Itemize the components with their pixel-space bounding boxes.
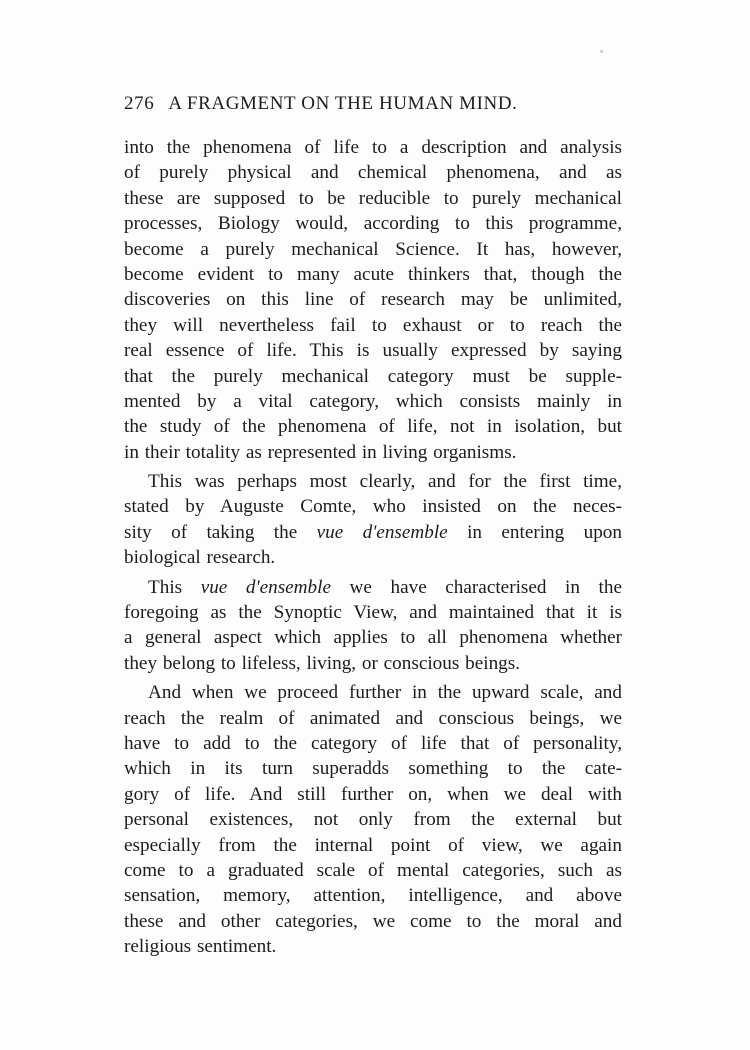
text-line: [124, 389, 622, 414]
text-run: we have characterised in the: [330, 576, 622, 598]
paragraph: [124, 680, 622, 959]
text-run: sity of taking the: [124, 521, 317, 543]
text-run: they belong to lifeless, living, or conscious beings.: [124, 652, 521, 674]
text-run: the study of the phenomena of life, not in isolation, but: [124, 416, 622, 438]
text-line: [124, 731, 622, 756]
text-line: [124, 858, 622, 883]
text-run: especially from the internal point of view, we again: [124, 834, 622, 856]
text-line: [124, 469, 622, 494]
text-run: which in its turn superadds something to the cate-: [124, 758, 622, 780]
text-run: have to add to the category of life that of personality,: [124, 732, 622, 754]
text-run: gory of life. And still further on, when we deal with: [124, 783, 622, 805]
text-line: [124, 338, 622, 363]
text-run: foregoing as the Synoptic View, and maintained that it is: [124, 602, 622, 624]
text-line: [124, 520, 622, 545]
text-line: [124, 414, 622, 439]
text-run: mented by a vital category, which consists mainly in: [124, 390, 622, 412]
text-run: reach the realm of animated and conscious beings, we: [124, 707, 622, 729]
italic-phrase: vue d'ensemble: [316, 521, 448, 543]
italic-phrase: vue d'ensemble: [200, 576, 331, 598]
text-line: [124, 934, 622, 959]
text-run: become a purely mechanical Science. It has, however,: [124, 238, 622, 260]
text-run: personal existences, not only from the external but: [124, 809, 622, 831]
text-run: processes, Biology would, according to this programme,: [124, 213, 622, 235]
running-title: A FRAGMENT ON THE HUMAN MIND.: [168, 93, 518, 114]
text-run: become evident to many acute thinkers that, though the: [124, 263, 622, 285]
text-line: [124, 575, 622, 600]
text-line: [124, 237, 622, 262]
text-run: And when we proceed further in the upward scale, and: [148, 682, 622, 704]
text-line: [124, 625, 622, 650]
body-text: [124, 135, 622, 960]
text-run: come to a graduated scale of mental categories, such as: [124, 859, 622, 881]
text-line: [124, 364, 622, 389]
text-run: that the purely mechanical category must be supple-: [124, 365, 622, 387]
text-line: [124, 160, 622, 185]
text-line: [124, 262, 622, 287]
text-run: in entering upon: [447, 521, 622, 543]
text-line: [124, 756, 622, 781]
text-line: [124, 287, 622, 312]
running-head: [124, 93, 518, 115]
text-run: they will nevertheless fail to exhaust or to reach the: [124, 314, 622, 336]
text-line: [124, 807, 622, 832]
text-line: [124, 680, 622, 705]
text-line: [124, 909, 622, 934]
text-line: [124, 651, 622, 676]
text-line: [124, 135, 622, 160]
text-run: stated by Auguste Comte, who insisted on the neces-: [124, 496, 622, 518]
text-line: [124, 440, 622, 465]
text-line: [124, 211, 622, 236]
text-run: in their totality as represented in living organisms.: [124, 441, 517, 463]
text-run: religious sentiment.: [124, 936, 277, 958]
text-line: [124, 600, 622, 625]
text-run: into the phenomena of life to a description and analysis: [124, 137, 622, 158]
text-run: of purely physical and chemical phenomena, and as: [124, 162, 622, 184]
paragraph: [124, 135, 622, 465]
text-line: [124, 313, 622, 338]
text-run: real essence of life. This is usually expressed by saying: [124, 340, 622, 362]
paragraph: [124, 469, 622, 571]
paragraph: [124, 575, 622, 677]
text-run: these are supposed to be reducible to purely mechanical: [124, 187, 622, 209]
text-line: [124, 782, 622, 807]
page-number: 276: [124, 93, 155, 114]
text-run: biological research.: [124, 547, 276, 569]
text-run: This was perhaps most clearly, and for the first time,: [148, 471, 622, 493]
text-line: [124, 545, 622, 570]
paper-speck: [600, 50, 603, 53]
text-run: a general aspect which applies to all phenomena whether: [124, 627, 622, 649]
text-run: these and other categories, we come to the moral and: [124, 910, 622, 932]
text-line: [124, 833, 622, 858]
text-line: [124, 883, 622, 908]
text-line: [124, 706, 622, 731]
text-run: sensation, memory, attention, intelligence, and above: [124, 885, 622, 907]
text-line: [124, 494, 622, 519]
text-line: [124, 186, 622, 211]
text-run: This: [148, 576, 201, 598]
text-run: discoveries on this line of research may be unlimited,: [124, 289, 622, 311]
